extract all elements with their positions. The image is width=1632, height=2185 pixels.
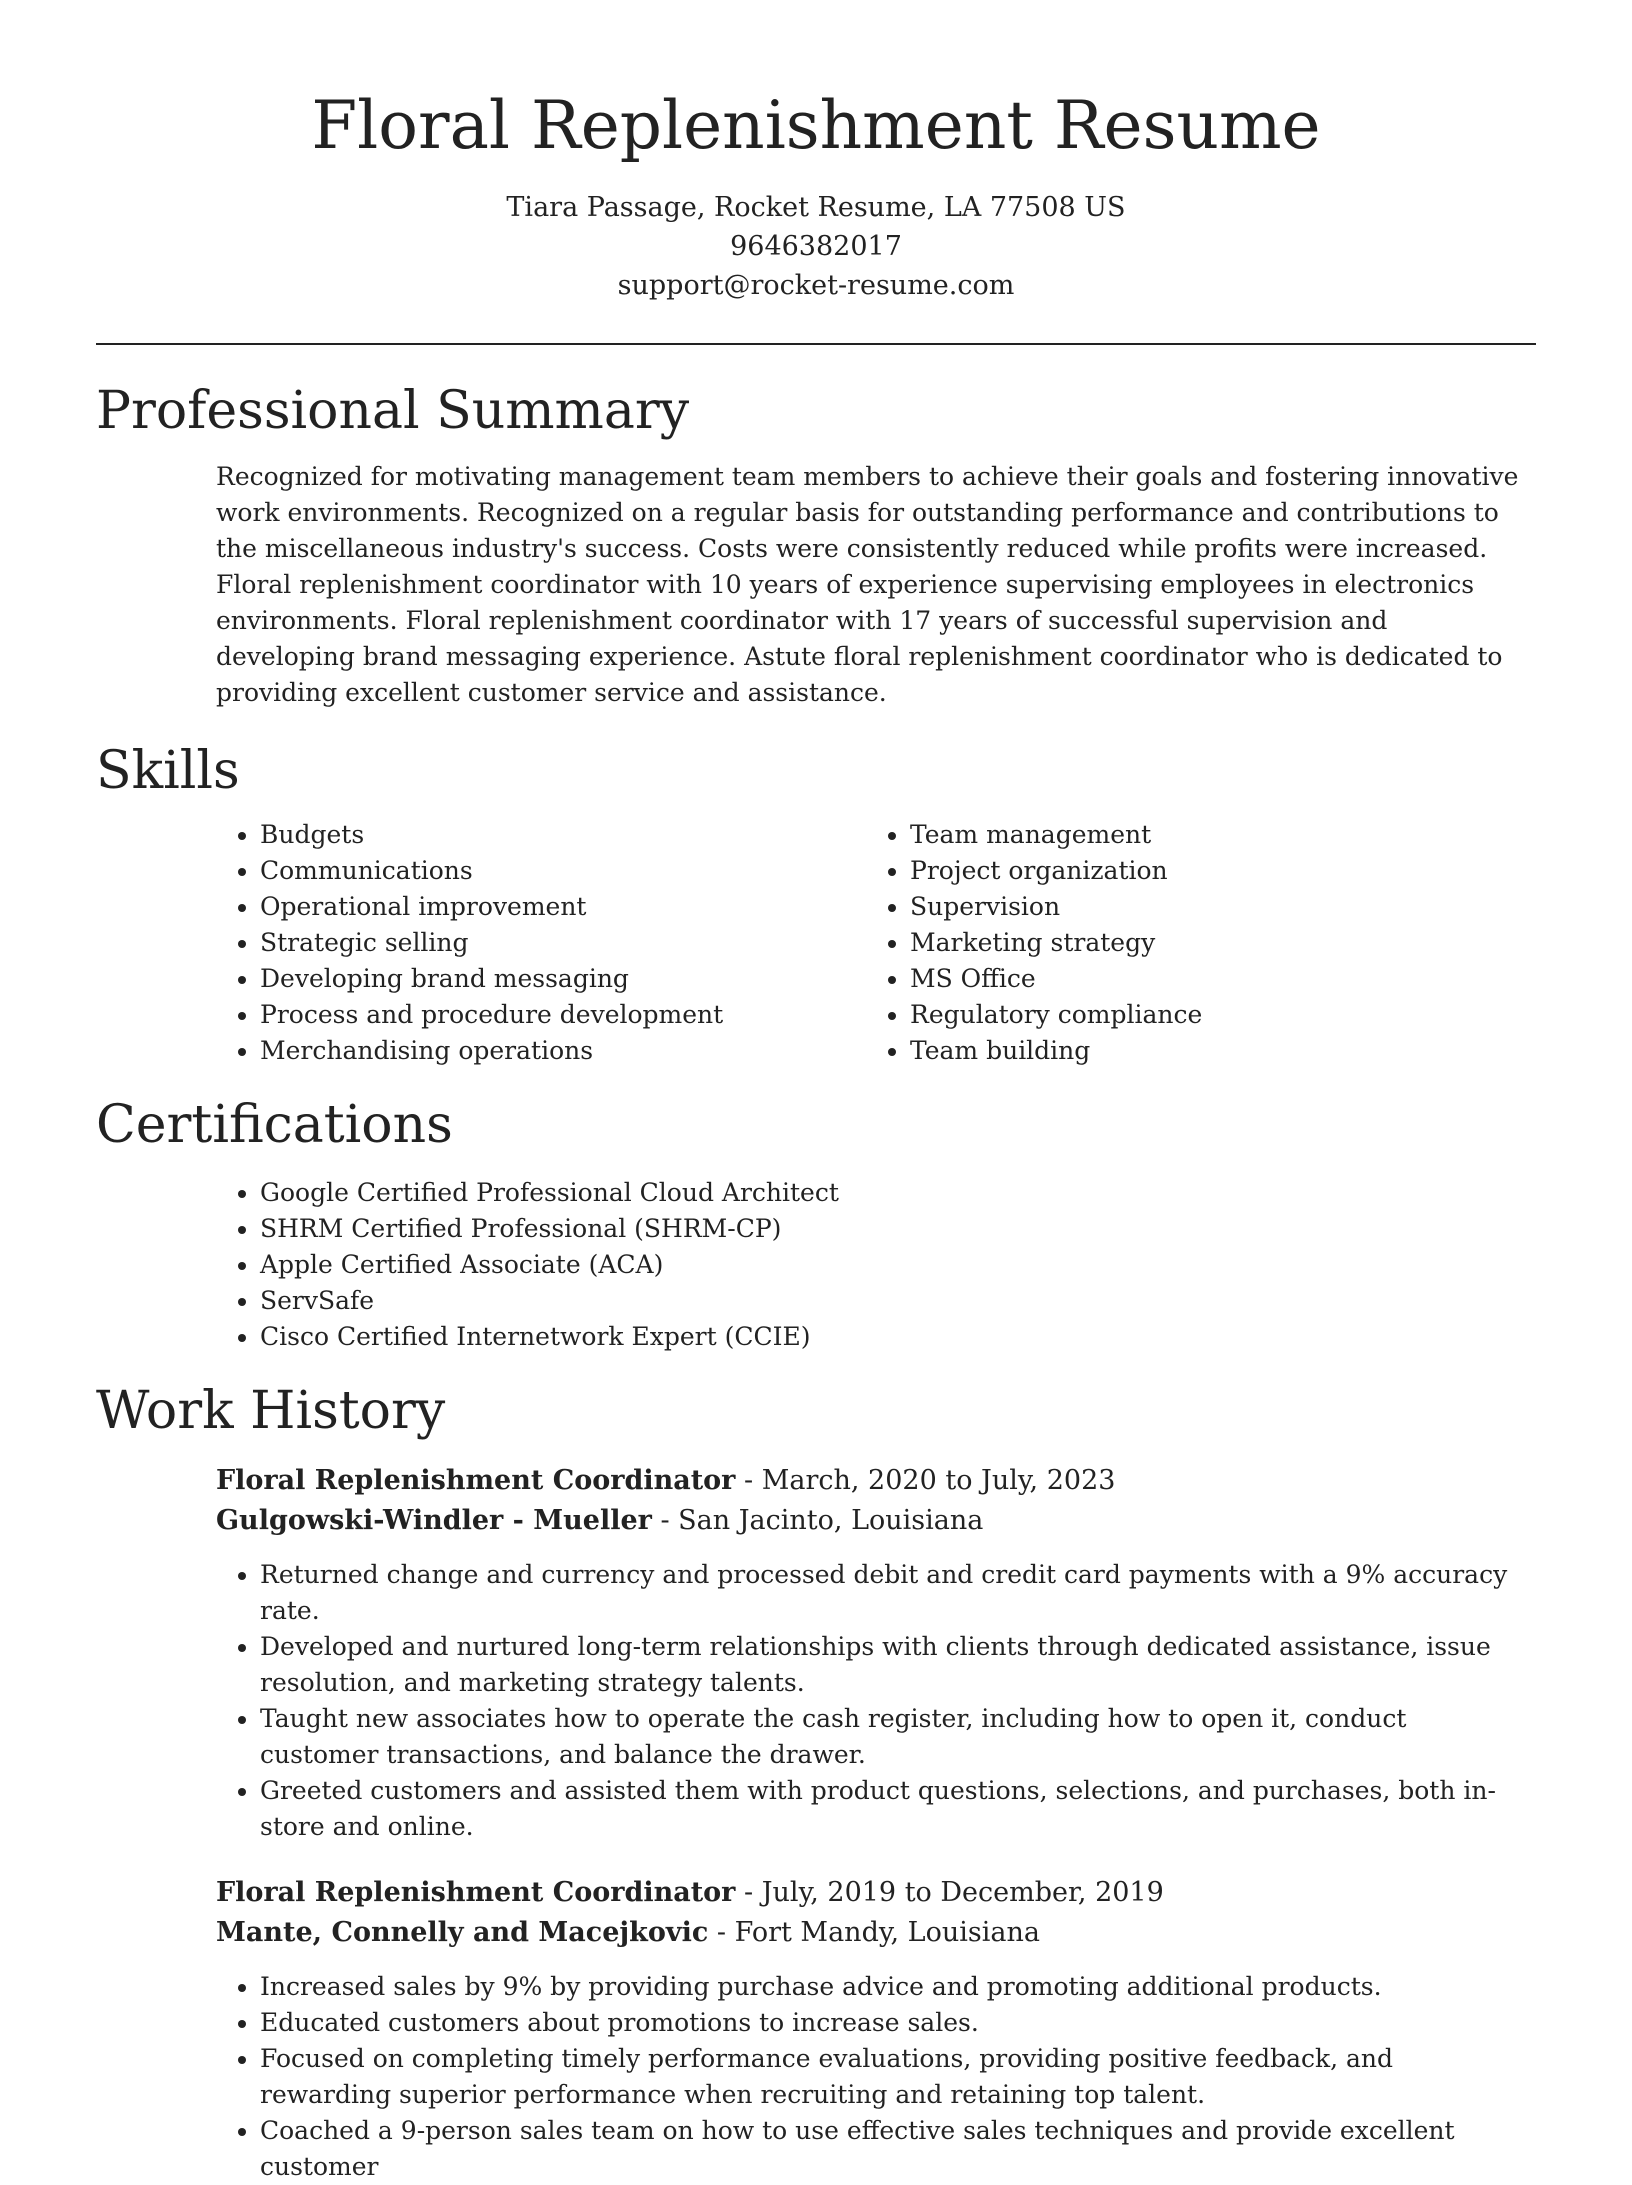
job-bullets — [216, 1969, 1530, 2185]
job-bullet: • Focused on completing timely performance evaluations, providing positive feedback, and rewarding superior performance when recruiting and retaining top talent. — [260, 2041, 1530, 2113]
job-location: San Jacinto, Louisiana — [678, 1505, 984, 1536]
header-divider — [96, 343, 1536, 345]
skill-item: • Communications — [260, 853, 866, 889]
skill-item: • Project organization — [910, 853, 1516, 889]
skills-left-list — [216, 817, 866, 1069]
job-dates: March, 2020 to July, 2023 — [761, 1465, 1116, 1496]
job-bullet: • Educated customers about promotions to increase sales. — [260, 2005, 1530, 2041]
skills-columns — [216, 817, 1536, 1069]
job-bullet: • Coached a 9-person sales team on how to use effective sales techniques and provide excellent customer — [260, 2113, 1530, 2185]
job-bullet: • Returned change and currency and processed debit and credit card payments with a 9% accuracy rate. — [260, 1557, 1530, 1629]
certifications-block — [216, 1175, 1536, 1355]
resume-title: Floral Replenishment Resume — [311, 87, 1321, 164]
certification-item: • SHRM Certified Professional (SHRM-CP) — [260, 1211, 1536, 1247]
contact-block — [96, 188, 1536, 305]
email: support@rocket-resume.com — [617, 270, 1015, 301]
job-company: Mante, Connelly and Macejkovic — [216, 1917, 709, 1948]
work-history-heading: Work History — [96, 1381, 446, 1441]
job-bullet: • Greeted customers and assisted them with product questions, selections, and purchases, both in-store and online. — [260, 1773, 1530, 1845]
skill-item: • Team management — [910, 817, 1516, 853]
skill-item: • Strategic selling — [260, 925, 866, 961]
certification-item: • Cisco Certified Internetwork Expert (CCIE) — [260, 1319, 1536, 1355]
phone: 9646382017 — [730, 231, 902, 262]
job-title: Floral Replenishment Coordinator — [216, 1877, 736, 1908]
certification-item: • Google Certified Professional Cloud Architect — [260, 1175, 1536, 1211]
skill-item: • Team building — [910, 1033, 1516, 1069]
skill-item: • Operational improvement — [260, 889, 866, 925]
certifications-list — [216, 1175, 1536, 1355]
certification-item: • Apple Certified Associate (ACA) — [260, 1247, 1536, 1283]
summary-text: Recognized for motivating management team members to achieve their goals and fostering innovative work environments. Recognized on a regular basis for outstanding performance and contributions to the miscellaneous industry's success. Costs were consistently reduced while profits were increased. Floral replenishment coordinator with 10 years of experience supervising employees in electronics environments. Floral replenishment coordinator with 17 years of successful supervision and developing brand messaging experience. Astute floral replenishment coordinator who is dedicated to providing excellent customer service and assistance. — [216, 462, 1519, 707]
certifications-heading: Certifications — [96, 1095, 453, 1155]
job-bullet: • Taught new associates how to operate the cash register, including how to open it, conduct customer transactions, and balance the drawer. — [260, 1701, 1530, 1773]
job-entry — [216, 1873, 1536, 2185]
job-bullet: • Developed and nurtured long-term relationships with clients through dedicated assistance, issue resolution, and marketing strategy talents. — [260, 1629, 1530, 1701]
skill-item: • MS Office — [910, 961, 1516, 997]
skill-item: • Regulatory compliance — [910, 997, 1516, 1033]
separator: - — [735, 1465, 762, 1496]
certification-item: • ServSafe — [260, 1283, 1536, 1319]
job-bullets — [216, 1557, 1530, 1845]
skill-item: • Marketing strategy — [910, 925, 1516, 961]
job-company-line — [216, 1501, 1536, 1541]
skills-right-list — [866, 817, 1516, 1069]
address: Tiara Passage, Rocket Resume, LA 77508 US — [506, 192, 1126, 223]
skills-heading: Skills — [96, 741, 240, 801]
skill-item: • Process and procedure development — [260, 997, 866, 1033]
job-title: Floral Replenishment Coordinator — [216, 1465, 736, 1496]
skill-item: • Developing brand messaging — [260, 961, 866, 997]
job-dates: July, 2019 to December, 2019 — [761, 1877, 1164, 1908]
skill-item: • Budgets — [260, 817, 866, 853]
job-entry — [216, 1461, 1536, 1845]
job-bullet: • Increased sales by 9% by providing purchase advice and promoting additional products. — [260, 1969, 1530, 2005]
separator: - — [708, 1917, 735, 1948]
summary-heading: Professional Summary — [96, 381, 690, 441]
job-title-line — [216, 1461, 1536, 1501]
job-company: Gulgowski-Windler - Mueller — [216, 1505, 652, 1536]
skill-item: • Supervision — [910, 889, 1516, 925]
separator: - — [735, 1877, 762, 1908]
resume-page — [96, 0, 1536, 2185]
job-location: Fort Mandy, Louisiana — [734, 1917, 1040, 1948]
separator: - — [651, 1505, 679, 1536]
job-title-line — [216, 1873, 1536, 1913]
skill-item: • Merchandising operations — [260, 1033, 866, 1069]
job-company-line — [216, 1913, 1536, 1953]
